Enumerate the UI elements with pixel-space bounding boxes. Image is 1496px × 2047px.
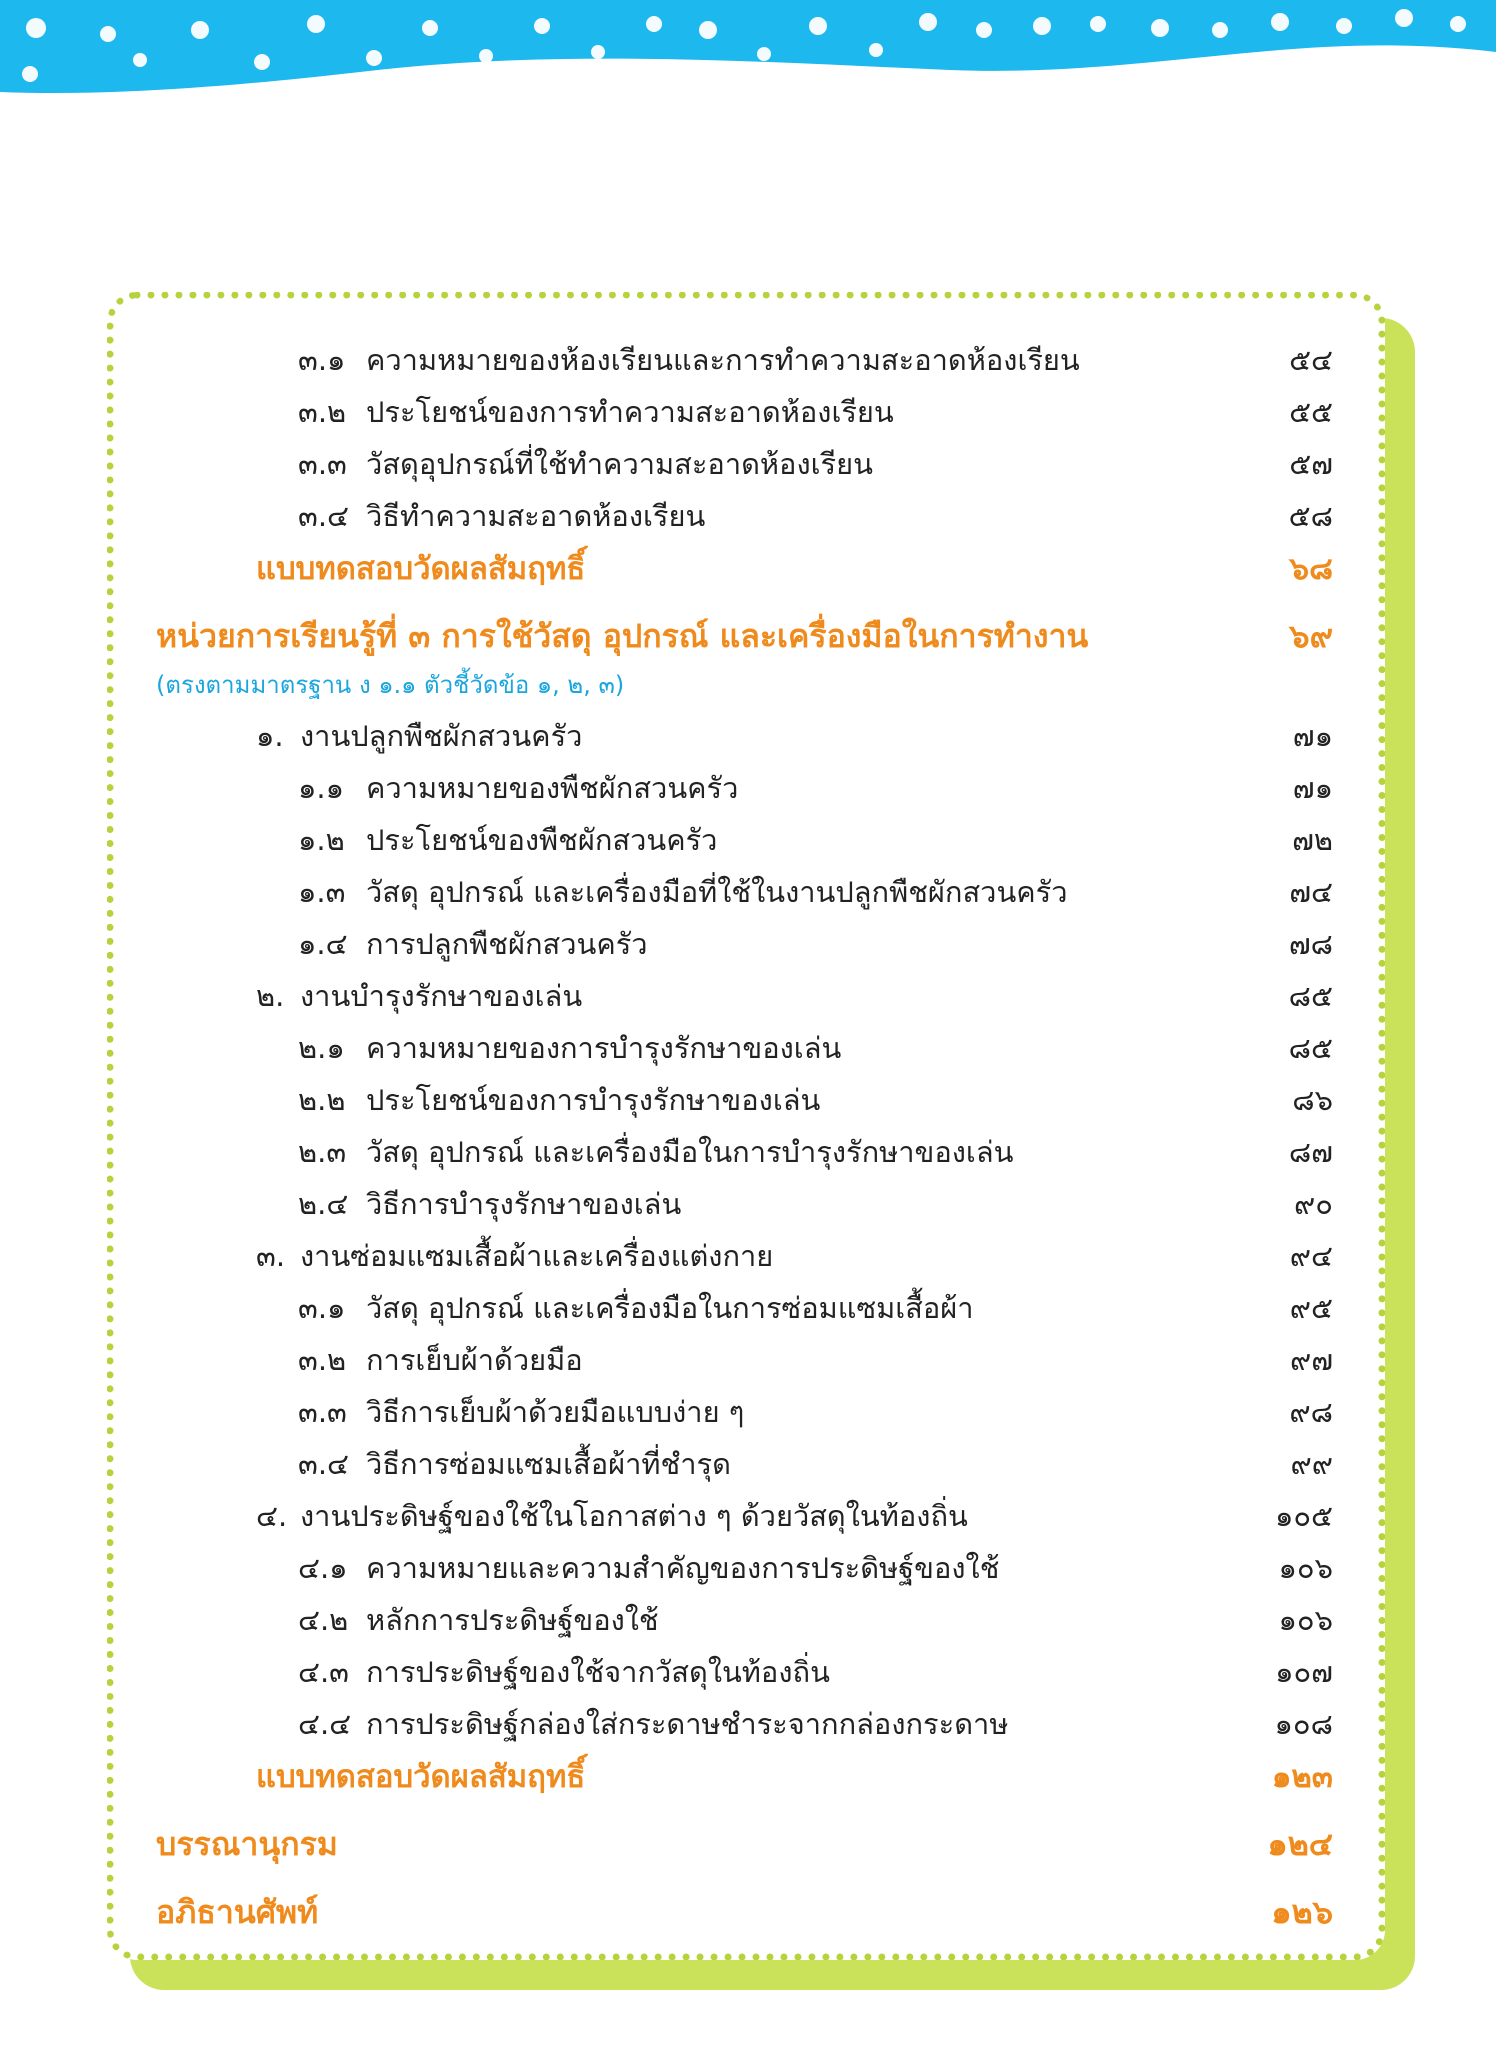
toc-entry-page: ๑๐๕ — [1274, 1499, 1333, 1533]
toc-entry-3-4[interactable] — [298, 490, 1333, 542]
toc-entry-number: ๑.๑ — [298, 771, 345, 805]
toc-entry-number: ๒.๓ — [298, 1135, 347, 1169]
toc-entry-page: ๘๕ — [1288, 979, 1333, 1013]
toc-entry-number: ๔.๓ — [298, 1655, 349, 1689]
toc-entry-4-1[interactable] — [298, 1542, 1333, 1594]
toc-entry-title: การปลูกพืชผักสวนครัว — [366, 927, 648, 961]
toc-unit-3-standard — [156, 664, 624, 704]
toc-entry-page: ๕๕ — [1289, 395, 1333, 429]
toc-entry-3[interactable] — [256, 1230, 1333, 1282]
toc-entry-title: บรรณานุกรม — [156, 1824, 338, 1863]
toc-entry-title: วัสดุ อุปกรณ์ และเครื่องมือที่ใช้ในงานปลูกพืชผักสวนครัว — [366, 875, 1068, 909]
toc-entry-number: ๓.๓ — [298, 1395, 347, 1429]
toc-entry-4[interactable] — [256, 1490, 1333, 1542]
toc-entry-title: งานซ่อมแซมเสื้อผ้าและเครื่องแต่งกาย — [300, 1239, 774, 1273]
toc-entry-title: วิธีการบำรุงรักษาของเล่น — [366, 1187, 682, 1221]
toc-entry-page: ๗๑ — [1292, 771, 1333, 805]
toc-entry-title: วิธีการเย็บผ้าด้วยมือแบบง่าย ๆ — [366, 1395, 745, 1429]
toc-entry-number: ๓.๔ — [298, 499, 349, 533]
toc-entry-3-3[interactable] — [298, 438, 1333, 490]
toc-entry-page: ๙๔ — [1289, 1239, 1333, 1273]
toc-entry-3-4b[interactable] — [298, 1438, 1333, 1490]
toc-entry-number: ๑.๒ — [298, 823, 345, 857]
toc-entry-1[interactable] — [256, 710, 1333, 762]
toc-entry-3-3b[interactable] — [298, 1386, 1333, 1438]
toc-entry-title: วัสดุ อุปกรณ์ และเครื่องมือในการบำรุงรักษาของเล่น — [366, 1135, 1014, 1169]
toc-entry-4-3[interactable] — [298, 1646, 1333, 1698]
toc-entry-title: ความหมายของพืชผักสวนครัว — [366, 771, 739, 805]
toc-entry-number: ๔.๑ — [298, 1551, 348, 1585]
top-wave-banner — [0, 0, 1496, 110]
toc-entry-2[interactable] — [256, 970, 1333, 1022]
toc-entry-3-1b[interactable] — [298, 1282, 1333, 1334]
toc-entry-title: การประดิษฐ์ของใช้จากวัสดุในท้องถิ่น — [366, 1655, 830, 1689]
toc-entry-2-1[interactable] — [298, 1022, 1333, 1074]
toc-entry-number: ๒. — [256, 979, 285, 1013]
toc-entry-title: อภิธานศัพท์ — [156, 1892, 319, 1931]
toc-entry-2-2[interactable] — [298, 1074, 1333, 1126]
toc-entry-title: ความหมายและความสำคัญของการประดิษฐ์ของใช้ — [366, 1551, 1000, 1585]
toc-entry-page: ๖๙ — [1289, 616, 1333, 655]
toc-entry-page: ๑๐๖ — [1278, 1551, 1333, 1585]
toc-unit-3-heading[interactable] — [156, 610, 1333, 662]
toc-entry-number: ๔.๔ — [298, 1707, 352, 1741]
toc-entry-page: ๑๒๔ — [1267, 1824, 1333, 1863]
toc-entry-title: วิธีทำความสะอาดห้องเรียน — [366, 499, 706, 533]
toc-entry-3-2b[interactable] — [298, 1334, 1333, 1386]
toc-standard-text: (ตรงตามมาตรฐาน ง ๑.๑ ตัวชี้วัดข้อ ๑, ๒, ๓) — [156, 670, 625, 699]
toc-entry-title: ประโยชน์ของการทำความสะอาดห้องเรียน — [366, 395, 894, 429]
toc-entry-page: ๙๘ — [1289, 1395, 1333, 1429]
toc-entry-page: ๗๘ — [1288, 927, 1333, 961]
toc-entry-1-2[interactable] — [298, 814, 1333, 866]
toc-entry-achievement-test-2[interactable] — [256, 1750, 1333, 1802]
toc-entry-number: ๑.๓ — [298, 875, 346, 909]
toc-entry-title: การประดิษฐ์กล่องใส่กระดาษชำระจากกล่องกระดาษ — [366, 1707, 1009, 1741]
toc-entry-number: ๓.๓ — [298, 447, 347, 481]
toc-entry-achievement-test[interactable] — [256, 542, 1333, 594]
toc-entry-title: แบบทดสอบวัดผลสัมฤทธิ์ — [256, 551, 586, 587]
toc-entry-4-2[interactable] — [298, 1594, 1333, 1646]
toc-entry-number: ๓.๑ — [298, 1291, 346, 1325]
toc-entry-1-1[interactable] — [298, 762, 1333, 814]
toc-entry-1-3[interactable] — [298, 866, 1333, 918]
toc-entry-title: วัสดุ อุปกรณ์ และเครื่องมือในการซ่อมแซมเสื้อผ้า — [366, 1291, 974, 1325]
toc-entry-2-4[interactable] — [298, 1178, 1333, 1230]
toc-entry-number: ๔.๒ — [298, 1603, 349, 1637]
toc-entry-title: แบบทดสอบวัดผลสัมฤทธิ์ — [256, 1759, 586, 1795]
toc-entry-title: ประโยชน์ของการบำรุงรักษาของเล่น — [366, 1083, 821, 1117]
toc-entry-number: ๓.๒ — [298, 395, 347, 429]
toc-entry-page: ๕๗ — [1289, 447, 1333, 481]
toc-entry-number: ๓.๒ — [298, 1343, 347, 1377]
toc-entry-page: ๘๖ — [1292, 1083, 1333, 1117]
toc-entry-3-1[interactable] — [298, 334, 1333, 386]
toc-entry-page: ๑๐๘ — [1274, 1707, 1333, 1741]
toc-entry-number: ๔. — [256, 1499, 288, 1533]
toc-entry-page: ๙๗ — [1289, 1343, 1333, 1377]
toc-entry-title: ความหมายของห้องเรียนและการทำความสะอาดห้องเรียน — [366, 343, 1080, 377]
toc-entry-title: หน่วยการเรียนรู้ที่ ๓ การใช้วัสดุ อุปกรณ์ และเครื่องมือในการทำงาน — [156, 616, 1089, 655]
toc-entry-page: ๗๑ — [1292, 719, 1333, 753]
toc-entry-number: ๒.๔ — [298, 1187, 349, 1221]
toc-entry-glossary[interactable] — [156, 1886, 1333, 1938]
toc-entry-page: ๕๘ — [1288, 499, 1333, 533]
toc-entry-page: ๑๒๖ — [1271, 1892, 1333, 1931]
toc-entry-title: หลักการประดิษฐ์ของใช้ — [366, 1603, 659, 1637]
toc-entry-page: ๗๒ — [1292, 823, 1333, 857]
toc-entry-title: งานบำรุงรักษาของเล่น — [300, 979, 583, 1013]
toc-entry-number: ๒.๑ — [298, 1031, 345, 1065]
toc-entry-page: ๙๙ — [1290, 1447, 1333, 1481]
toc-entry-number: ๑. — [256, 719, 284, 753]
toc-entry-title: วัสดุอุปกรณ์ที่ใช้ทำความสะอาดห้องเรียน — [366, 447, 873, 481]
toc-entry-title: วิธีการซ่อมแซมเสื้อผ้าที่ชำรุด — [366, 1447, 731, 1481]
toc-entry-bibliography[interactable] — [156, 1818, 1333, 1870]
toc-entry-title: งานปลูกพืชผักสวนครัว — [300, 719, 583, 753]
toc-entry-2-3[interactable] — [298, 1126, 1333, 1178]
toc-entry-number: ๓. — [256, 1239, 286, 1273]
toc-entry-title: การเย็บผ้าด้วยมือ — [366, 1343, 583, 1377]
toc-entry-page: ๑๒๓ — [1271, 1759, 1333, 1795]
toc-entry-page: ๑๐๗ — [1275, 1655, 1333, 1689]
toc-entry-page: ๖๘ — [1289, 551, 1333, 587]
toc-entry-page: ๘๗ — [1288, 1135, 1333, 1169]
toc-entry-page: ๑๐๖ — [1278, 1603, 1333, 1637]
toc-entry-4-4[interactable] — [298, 1698, 1333, 1750]
toc-entry-page: ๗๔ — [1289, 875, 1333, 909]
toc-entry-number: ๑.๔ — [298, 927, 348, 961]
toc-entry-page: ๙๕ — [1289, 1291, 1333, 1325]
toc-entry-page: ๕๔ — [1289, 343, 1333, 377]
toc-entry-page: ๘๕ — [1288, 1031, 1333, 1065]
toc-entry-number: ๒.๒ — [298, 1083, 346, 1117]
toc-entry-number: ๓.๑ — [298, 343, 346, 377]
toc-entry-1-4[interactable] — [298, 918, 1333, 970]
toc-entry-title: ความหมายของการบำรุงรักษาของเล่น — [366, 1031, 842, 1065]
toc-entry-title: ประโยชน์ของพืชผักสวนครัว — [366, 823, 718, 857]
toc-entry-3-2[interactable] — [298, 386, 1333, 438]
toc-entry-title: งานประดิษฐ์ของใช้ในโอกาสต่าง ๆ ด้วยวัสดุในท้องถิ่น — [300, 1499, 968, 1533]
toc-entry-number: ๓.๔ — [298, 1447, 349, 1481]
toc-entry-page: ๙๐ — [1294, 1187, 1333, 1221]
